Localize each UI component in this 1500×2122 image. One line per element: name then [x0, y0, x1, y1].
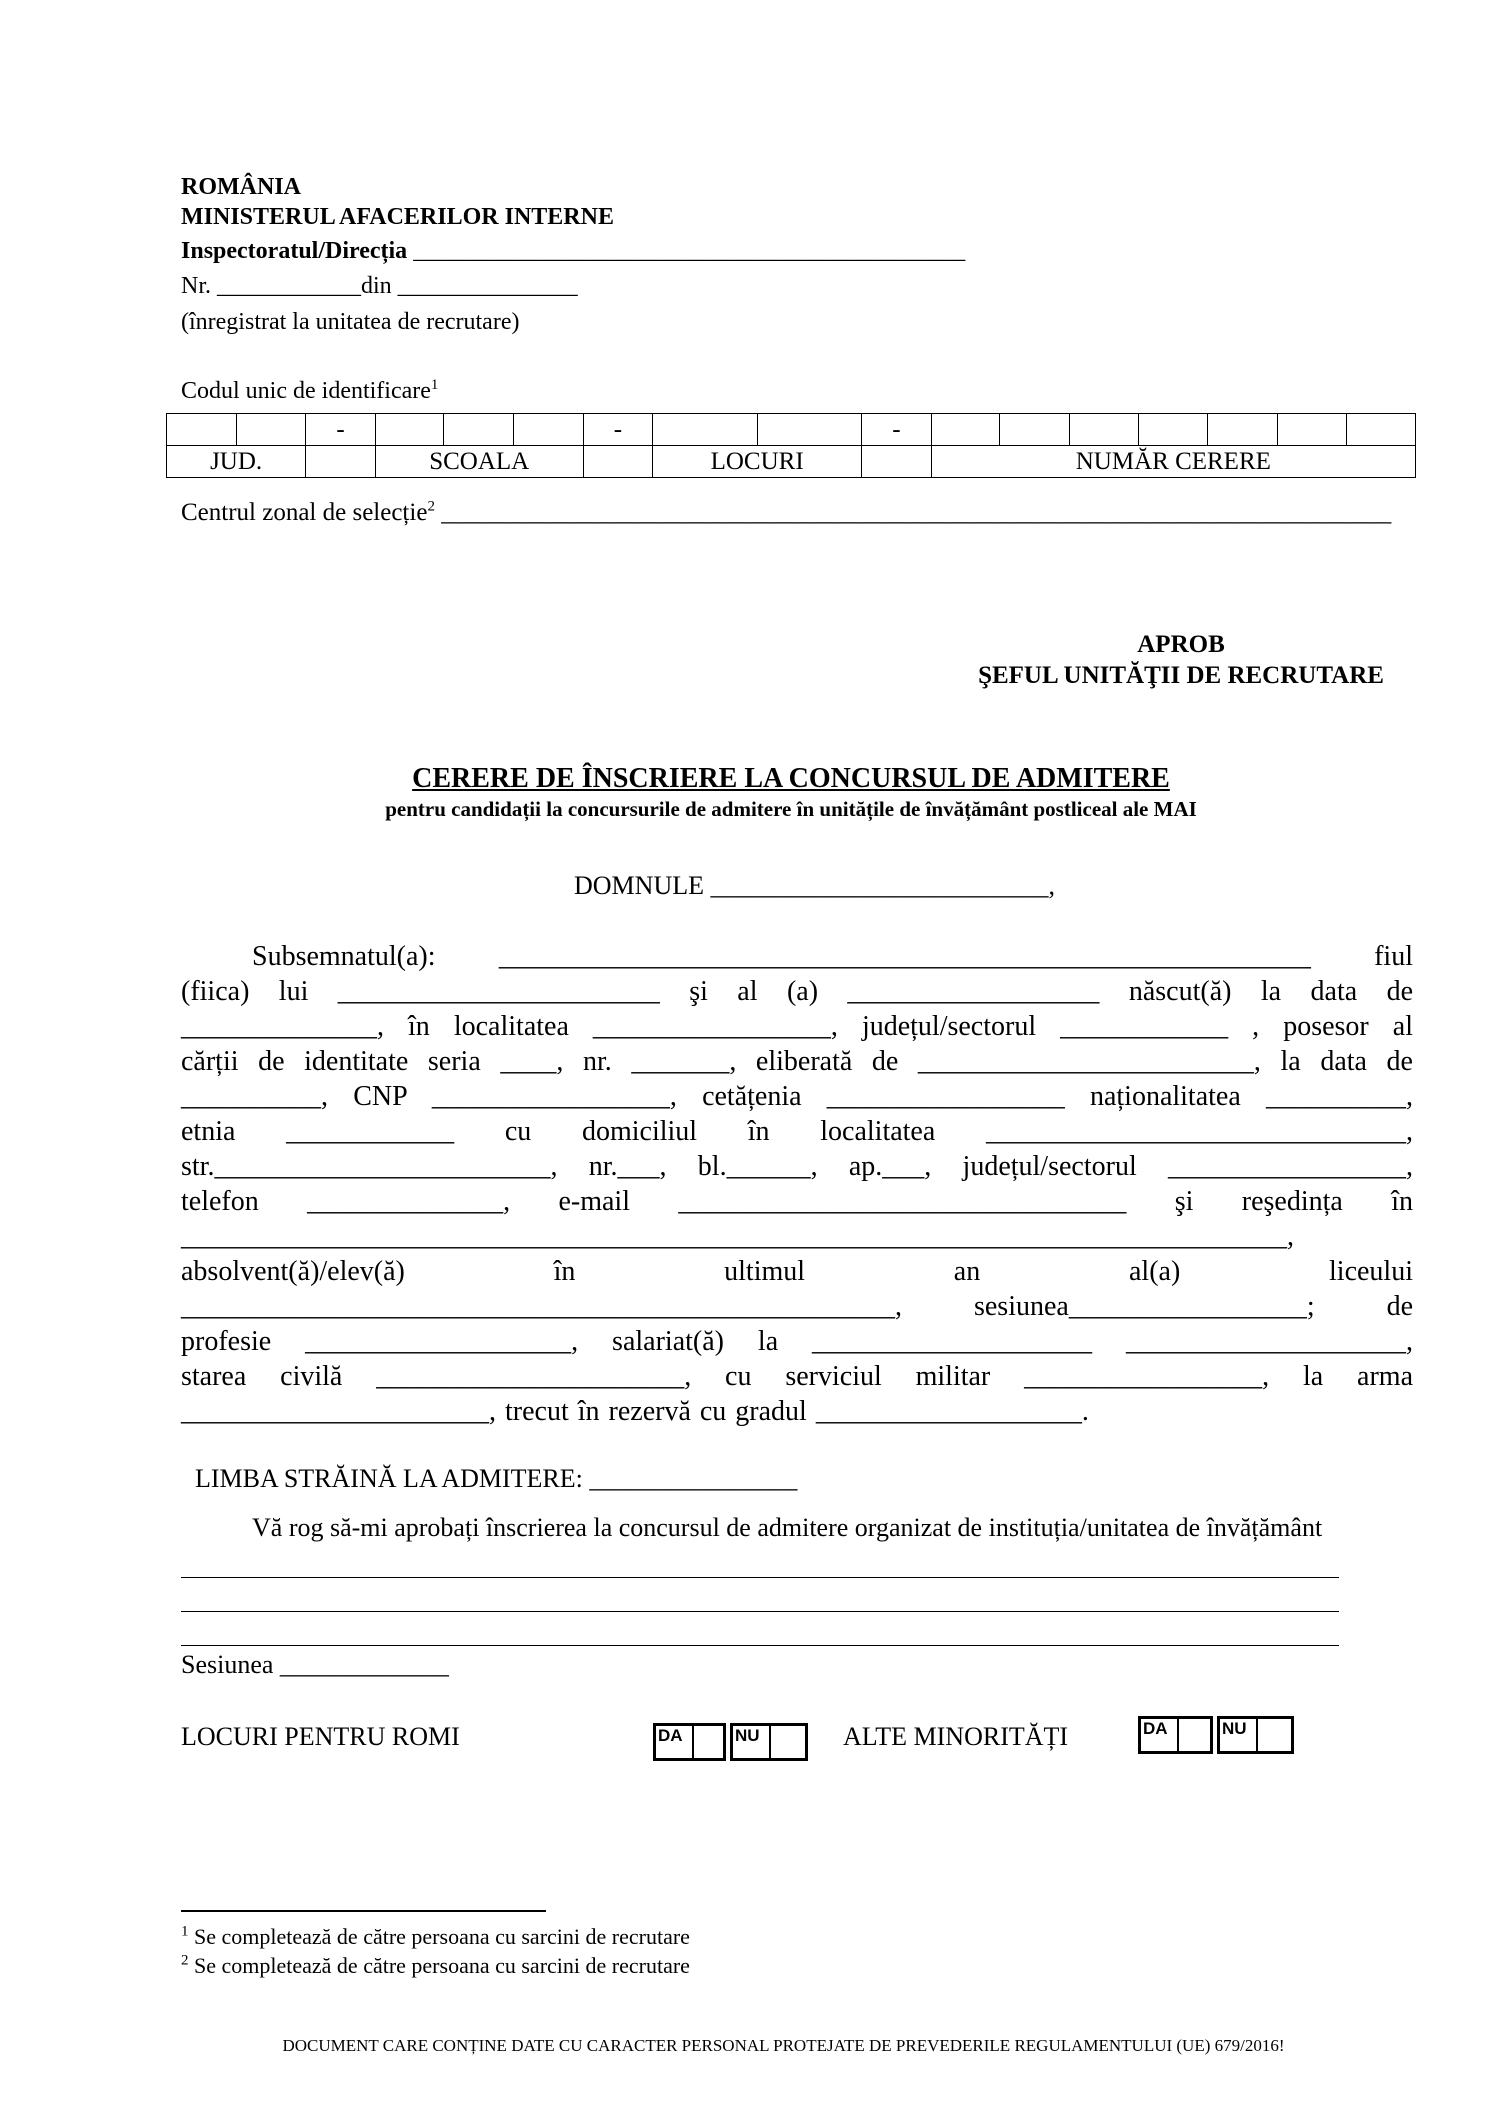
code-cell[interactable] [167, 414, 237, 446]
selection-center-blank: ____________________________________________________________________________ [441, 499, 1392, 526]
code-label-text: Codul unic de identificare [181, 378, 431, 404]
institution-blank-line [181, 1645, 1339, 1646]
roma-no-checkbox[interactable] [730, 1723, 808, 1761]
footnote-ref: 2 [181, 1952, 189, 1969]
footnote-1 [181, 1924, 690, 1950]
paragraph-line: etnia ____________ cu domiciliul în localitatea ______________________________, [181, 1116, 1413, 1147]
country-heading: ROMÂNIA [181, 174, 301, 200]
yes-label: DA [1141, 1719, 1179, 1751]
code-cell[interactable] [1069, 414, 1139, 446]
paragraph-line: Subsemnatul(a): __________________________________________________________ fiul [252, 941, 1413, 972]
empty-cell [583, 446, 653, 478]
label-scoala: SCOALA [375, 446, 583, 478]
footnote-text: Se completează de către persoana cu sarcini de recrutare [194, 1953, 690, 1978]
code-cell[interactable] [1208, 414, 1278, 446]
registered-note: (înregistrat la unitatea de recrutare) [181, 309, 520, 335]
footnote-text: Se completează de către persoana cu sarcini de recrutare [194, 1924, 690, 1949]
inspectorate-line [181, 236, 965, 266]
code-label-row [167, 446, 1416, 478]
registration-number-line: Nr. ____________din _______________ [181, 273, 578, 299]
yes-label: DA [656, 1726, 694, 1758]
label-numar-cerere: NUMĂR CERERE [931, 446, 1415, 478]
roma-places-label: LOCURI PENTRU ROMI [181, 1722, 460, 1751]
selection-center-label: Centrul zonal de selecție [181, 499, 428, 526]
ministry-heading: MINISTERUL AFACERILOR INTERNE [181, 204, 614, 230]
paragraph-line: absolvent(ă)/elev(ă) în ultimul an al(a) liceului [181, 1256, 1413, 1287]
selection-center-line [181, 498, 1391, 528]
request-text: Vă rog să-mi aprobați înscrierea la concursul de admitere organizat de instituția/unitatea de învățământ [252, 1513, 1323, 1542]
footnote-2 [181, 1953, 690, 1979]
footnote-ref: 1 [181, 1923, 189, 1940]
inspectorate-blank: ______________________________________________ [413, 238, 966, 264]
code-cell[interactable] [653, 414, 757, 446]
footnote-separator [181, 1910, 546, 1912]
code-cell[interactable] [514, 414, 584, 446]
code-cell[interactable] [1000, 414, 1070, 446]
footnote-ref: 1 [430, 377, 439, 393]
document-subtitle: pentru candidații la concursurile de admitere în unitățile de învățământ postliceal ale MAI [385, 797, 1197, 821]
paragraph-line: ______________, în localitatea _________________, județul/sectorul ____________ , posesor al [181, 1011, 1413, 1042]
code-cell[interactable] [1139, 414, 1208, 446]
code-cell[interactable] [444, 414, 514, 446]
paragraph-line: ______________________, trecut în rezervă cu gradul ___________________. [181, 1396, 1089, 1427]
identification-code-table [166, 413, 1416, 478]
paragraph-line: str.________________________, nr.___, bl.______, ap.___, județul/sectorul _________________, [181, 1151, 1413, 1182]
code-separator: - [862, 414, 932, 446]
code-cell[interactable] [1347, 414, 1416, 446]
document-title: CERERE DE ÎNSCRIERE LA CONCURSUL DE ADMITERE [412, 763, 1170, 794]
data-protection-notice: DOCUMENT CARE CONȚINE DATE CU CARACTER PERSONAL PROTEJATE DE PREVEDERILE REGULAMENTULUI (UE) 679/2016! [282, 2036, 1285, 2055]
approval-title: ŞEFUL UNITĂŢII DE RECRUTARE [978, 662, 1384, 689]
code-cell[interactable] [375, 414, 444, 446]
approval-label: APROB [1137, 631, 1225, 658]
roma-yes-checkbox[interactable] [653, 1723, 726, 1761]
paragraph-line: telefon ______________, e-mail ________________________________ şi reşedința în [181, 1186, 1413, 1217]
no-label: NU [733, 1726, 771, 1758]
empty-cell [862, 446, 932, 478]
code-cell[interactable] [236, 414, 306, 446]
paragraph-line: profesie ___________________, salariat(ă) la ____________________ ____________________, [181, 1326, 1413, 1357]
institution-blank-line [181, 1611, 1339, 1612]
label-locuri: LOCURI [653, 446, 862, 478]
code-label [181, 376, 438, 406]
other-minorities-label: ALTE MINORITĂȚI [843, 1722, 1069, 1751]
paragraph-line: starea civilă ______________________, cu serviciul militar _________________, la arma [181, 1361, 1413, 1392]
no-label: NU [1220, 1719, 1258, 1751]
session-line: Sesiunea _____________ [181, 1650, 449, 1679]
foreign-language-line: LIMBA STRĂINĂ LA ADMITERE: ________________ [195, 1464, 798, 1493]
empty-cell [306, 446, 376, 478]
institution-blank-line [181, 1577, 1339, 1578]
code-cell[interactable] [1277, 414, 1347, 446]
salutation: DOMNULE __________________________, [574, 871, 1055, 900]
code-input-row [167, 414, 1416, 446]
paragraph-line: (fiica) lui _______________________ şi al (a) __________________ născut(ă) la data de [181, 976, 1413, 1007]
footnote-ref: 2 [427, 498, 435, 515]
inspectorate-label: Inspectoratul/Direcția [181, 238, 408, 264]
code-separator: - [583, 414, 653, 446]
code-cell[interactable] [757, 414, 861, 446]
paragraph-line: _______________________________________________________________________________, [181, 1221, 1294, 1252]
paragraph-line: __________, CNP _________________, cetățenia _________________ naționalitatea __________, [181, 1081, 1413, 1112]
paragraph-line: ___________________________________________________, sesiunea_________________; de [181, 1291, 1413, 1322]
code-separator: - [306, 414, 376, 446]
paragraph-line: cărții de identitate seria ____, nr. _______, eliberată de ________________________, la data de [181, 1046, 1413, 1077]
code-cell[interactable] [931, 414, 1000, 446]
minorities-yes-checkbox[interactable] [1138, 1716, 1213, 1754]
label-jud: JUD. [167, 446, 306, 478]
minorities-no-checkbox[interactable] [1217, 1716, 1294, 1754]
